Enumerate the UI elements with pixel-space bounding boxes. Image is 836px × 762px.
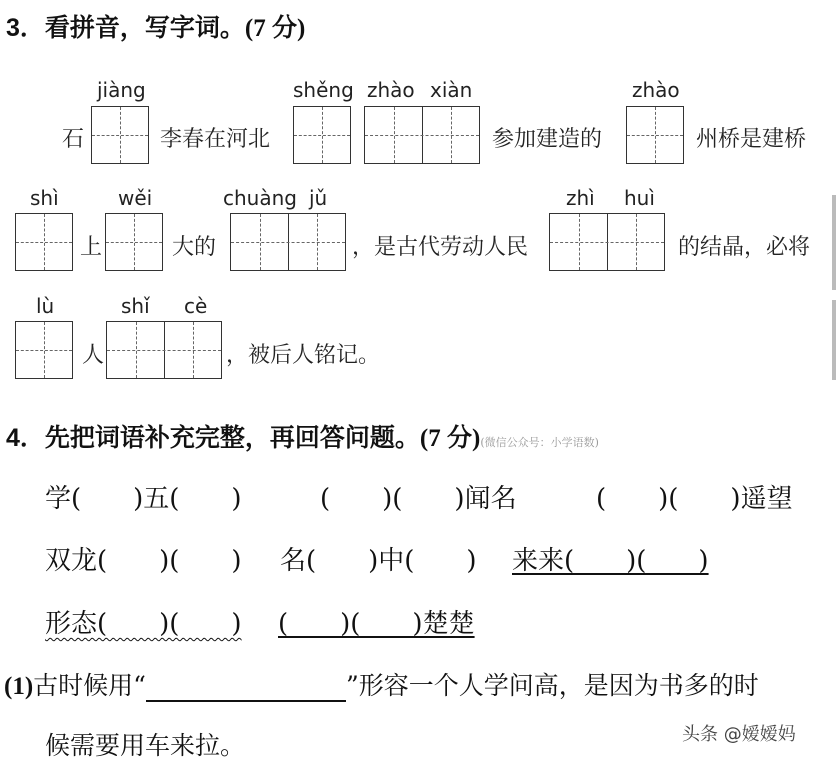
q4-note: (微信公众号：小学语数) (480, 436, 599, 449)
q3-number: 3． (6, 14, 45, 42)
idiom-3-1[interactable]: 形态( )( ) (45, 609, 242, 639)
scan-edge-mark (832, 300, 836, 380)
scan-edge-mark (832, 195, 836, 290)
q4-score: (7 分) (419, 425, 481, 452)
q3-r2-pinyin-2: wěi (118, 186, 153, 210)
q3-r2-box-4[interactable] (549, 213, 665, 271)
sub-question-1-blank[interactable] (146, 676, 346, 702)
q3-header (6, 8, 305, 44)
q3-r2-pinyin-6: huì (624, 186, 655, 210)
q3-r3-pinyin-2: shǐ (121, 294, 150, 318)
q3-r1-box-2[interactable] (293, 106, 351, 164)
q3-r1-pinyin-4: xiàn (430, 78, 473, 102)
q3-r3-pinyin-1: lù (36, 294, 55, 318)
q3-r3-text-2: ，被后人铭记。 (226, 343, 381, 368)
q3-r2-text-4: 的结晶，必将 (678, 235, 811, 260)
sub-question-1-text-a: 古时候用“ (33, 671, 146, 700)
idiom-2-2[interactable]: 名( )中( ) (280, 546, 477, 576)
q3-r2-pinyin-4: jǔ (309, 186, 328, 210)
sub-question-1-text-b: ”形容一个人学问高，是因为书多的时 (345, 671, 759, 700)
q3-r3-box-2[interactable] (106, 321, 222, 379)
q3-r2-pinyin-5: zhì (566, 186, 595, 210)
sub-question-1 (4, 666, 759, 702)
q3-r1-pinyin-5: zhào (632, 78, 680, 102)
q3-r2-text-1: 上 (80, 235, 103, 260)
idiom-1-3[interactable]: ( )( )遥望 (596, 484, 793, 514)
q4-title: 先把词语补充完整，再回答问题。 (44, 423, 420, 452)
q3-r2-text-3: ，是古代劳动人民 (352, 235, 529, 260)
watermark: 头条 @嫒嫒妈 (682, 724, 796, 745)
q3-r1-box-1[interactable] (91, 106, 149, 164)
q3-r1-pinyin-1: jiàng (97, 78, 146, 102)
q3-r1-pinyin-2: shěng (293, 78, 354, 102)
idiom-2-1[interactable]: 双龙( )( ) (45, 546, 242, 576)
q3-score: (7 分) (244, 15, 306, 42)
q3-title: 看拼音，写字词。 (44, 13, 245, 42)
q3-r2-pinyin-1: shì (30, 186, 59, 210)
q3-r1-text-2: 李春在河北 (160, 127, 271, 152)
q4-header (6, 418, 599, 454)
idiom-2-3[interactable]: 来来( )( ) (512, 546, 709, 576)
q3-r2-box-2[interactable] (105, 213, 163, 271)
q3-r3-box-1[interactable] (15, 321, 73, 379)
q3-r1-box-4[interactable] (626, 106, 684, 164)
q3-r2-box-1[interactable] (15, 213, 73, 271)
idiom-3-2[interactable]: ( )( )楚楚 (278, 609, 475, 639)
q3-r1-pinyin-3: zhào (367, 78, 415, 102)
idiom-1-1[interactable]: 学( )五( ) (45, 484, 242, 514)
q3-r1-text-1: 石 (62, 127, 85, 152)
sub-question-1-label: (1) (4, 673, 34, 700)
q3-r1-box-3[interactable] (364, 106, 480, 164)
idiom-1-2[interactable]: ( )( )闻名 (320, 484, 517, 514)
q3-r1-text-4: 州桥是建桥 (696, 127, 807, 152)
q3-r3-text-1: 人 (82, 343, 105, 368)
q3-r2-pinyin-3: chuàng (223, 186, 297, 210)
q3-r3-pinyin-3: cè (184, 294, 208, 318)
q3-r2-box-3[interactable] (230, 213, 346, 271)
q3-r2-text-2: 大的 (172, 235, 217, 260)
q4-number: 4． (6, 424, 45, 452)
q3-r1-text-3: 参加建造的 (492, 127, 603, 152)
sub-question-1-line2: 候需要用车来拉。 (45, 731, 246, 760)
